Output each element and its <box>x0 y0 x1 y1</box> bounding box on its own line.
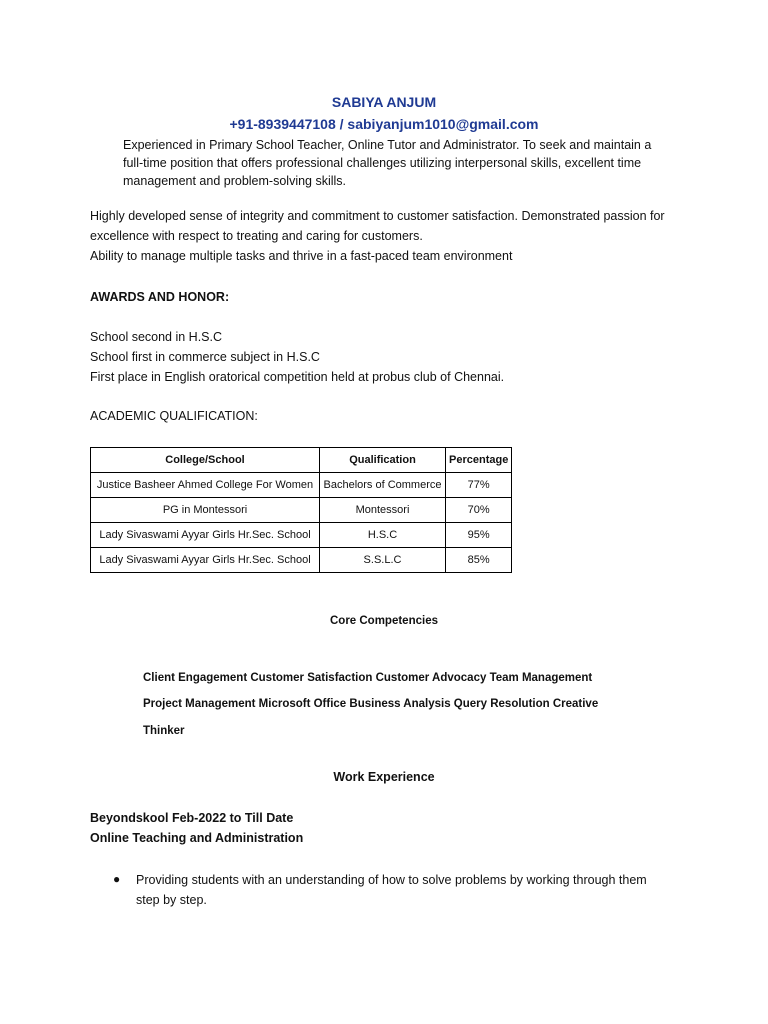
column-header: College/School <box>91 448 320 473</box>
table-cell: Lady Sivaswami Ayyar Girls Hr.Sec. School <box>91 523 320 548</box>
profile-line: excellence with respect to treating and caring for customers. <box>90 229 423 243</box>
profile-line: Highly developed sense of integrity and commitment to customer satisfaction. Demonstrated passion for <box>90 209 665 223</box>
table-row <box>91 473 512 498</box>
award-item: School first in commerce subject in H.S.C <box>90 350 320 364</box>
award-item: First place in English oratorical competition held at probus club of Chennai. <box>90 370 505 384</box>
candidate-name: SABIYA ANJUM <box>331 94 437 110</box>
contact-line: +91-8939447108 / sabiyanjum1010@gmail.com <box>229 116 539 132</box>
bullet-line: step by step. <box>136 893 207 907</box>
table-cell: 95% <box>446 523 512 548</box>
table-cell: Montessori <box>320 498 446 523</box>
competencies-line: Project Management Microsoft Office Business Analysis Query Resolution Creative <box>143 698 599 710</box>
competencies-line: Client Engagement Customer Satisfaction Customer Advocacy Team Management <box>143 672 593 684</box>
column-header: Percentage <box>446 448 512 473</box>
table-cell: H.S.C <box>320 523 446 548</box>
table-cell: 77% <box>446 473 512 498</box>
table-cell: Justice Basheer Ahmed College For Women <box>91 473 320 498</box>
academic-heading: ACADEMIC QUALIFICATION: <box>90 409 258 423</box>
job-role: Online Teaching and Administration <box>90 831 304 845</box>
profile-block <box>90 206 690 266</box>
job-bullet <box>136 870 676 910</box>
table-row <box>91 548 512 573</box>
table-cell: 85% <box>446 548 512 573</box>
bullet-line: Providing students with an understanding of how to solve problems by working through them <box>136 873 647 887</box>
column-header: Qualification <box>320 448 446 473</box>
award-item: School second in H.S.C <box>90 330 223 344</box>
profile-line: Ability to manage multiple tasks and thrive in a fast-paced team environment <box>90 249 513 263</box>
competencies-heading: Core Competencies <box>329 615 438 627</box>
table-row <box>91 523 512 548</box>
awards-list <box>90 327 504 387</box>
table-header-row <box>91 448 512 473</box>
table-cell: S.S.L.C <box>320 548 446 573</box>
table-cell: PG in Montessori <box>91 498 320 523</box>
summary-line: management and problem-solving skills. <box>123 174 347 188</box>
bullet-icon: ● <box>113 872 121 886</box>
summary-line: full-time position that offers professional challenges utilizing interpersonal skills, excellent time <box>123 156 642 170</box>
competencies-line: Thinker <box>143 725 185 737</box>
table-cell: 70% <box>446 498 512 523</box>
table-row <box>91 498 512 523</box>
awards-heading: AWARDS AND HONOR: <box>90 290 230 304</box>
experience-heading: Work Experience <box>333 770 435 784</box>
academic-table <box>90 447 512 573</box>
summary-line: Experienced in Primary School Teacher, Online Tutor and Administrator. To seek and maintain a <box>123 138 652 152</box>
table-cell: Lady Sivaswami Ayyar Girls Hr.Sec. School <box>91 548 320 573</box>
table-cell: Bachelors of Commerce <box>320 473 446 498</box>
job-company: Beyondskool Feb-2022 to Till Date <box>90 811 294 825</box>
summary-block <box>123 136 663 190</box>
